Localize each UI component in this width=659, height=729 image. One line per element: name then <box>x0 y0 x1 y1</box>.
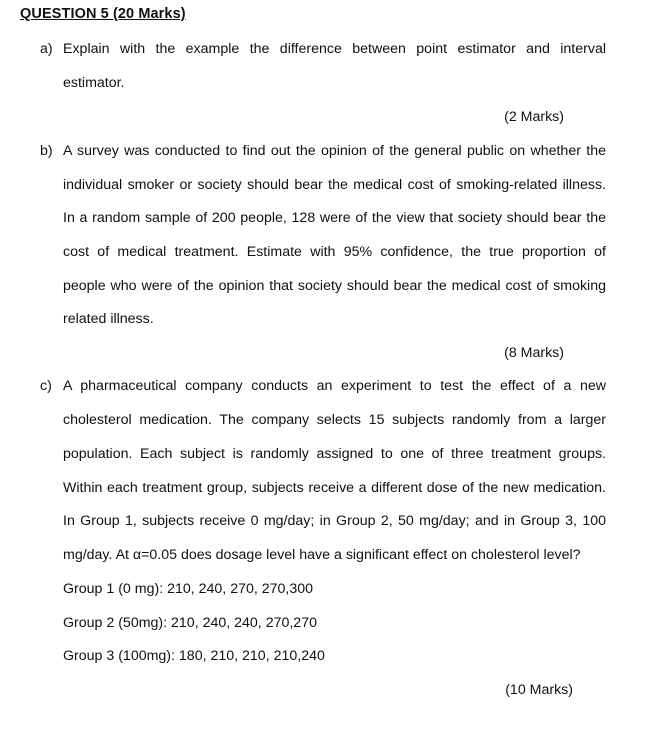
part-a-label: a) <box>40 41 53 57</box>
part-c-line-2: cholesterol medication. The company selects 15 subjects randomly from a larger <box>63 412 606 428</box>
part-c-marks: (10 Marks) <box>505 682 573 698</box>
group-1-data: Group 1 (0 mg): 210, 240, 270, 270,300 <box>63 581 314 597</box>
question-heading: QUESTION 5 (20 Marks) <box>20 6 186 22</box>
part-b-line-4: cost of medical treatment. Estimate with 95% confidence, the true proportion of <box>63 244 606 260</box>
part-b-line-3: In a random sample of 200 people, 128 were of the view that society should bear the <box>63 210 606 226</box>
part-c-line-5: In Group 1, subjects receive 0 mg/day; in Group 2, 50 mg/day; and in Group 3, 100 <box>63 513 606 529</box>
part-a-line-1: Explain with the example the difference between point estimator and interval <box>63 41 606 57</box>
part-c-line-6: mg/day. At α=0.05 does dosage level have a significant effect on cholesterol level? <box>63 547 581 563</box>
part-c-line-3: population. Each subject is randomly assigned to one of three treatment groups. <box>63 446 606 462</box>
part-a-line-2: estimator. <box>63 75 125 91</box>
part-b-line-2: individual smoker or society should bear the medical cost of smoking-related illness. <box>63 177 606 193</box>
part-c-line-1: A pharmaceutical company conducts an experiment to test the effect of a new <box>63 378 606 394</box>
part-b-line-6: related illness. <box>63 311 154 327</box>
group-3-data: Group 3 (100mg): 180, 210, 210, 210,240 <box>63 648 325 664</box>
group-2-data: Group 2 (50mg): 210, 240, 240, 270,270 <box>63 615 317 631</box>
part-b-line-1: A survey was conducted to find out the opinion of the general public on whether the <box>63 143 606 159</box>
part-b-marks: (8 Marks) <box>504 345 564 361</box>
part-c-line-4: Within each treatment group, subjects receive a different dose of the new medication. <box>63 480 606 496</box>
part-a-marks: (2 Marks) <box>504 109 564 125</box>
part-b-label: b) <box>40 143 53 159</box>
part-b-line-5: people who were of the opinion that society should bear the medical cost of smoking <box>63 278 606 294</box>
part-c-label: c) <box>40 378 52 394</box>
